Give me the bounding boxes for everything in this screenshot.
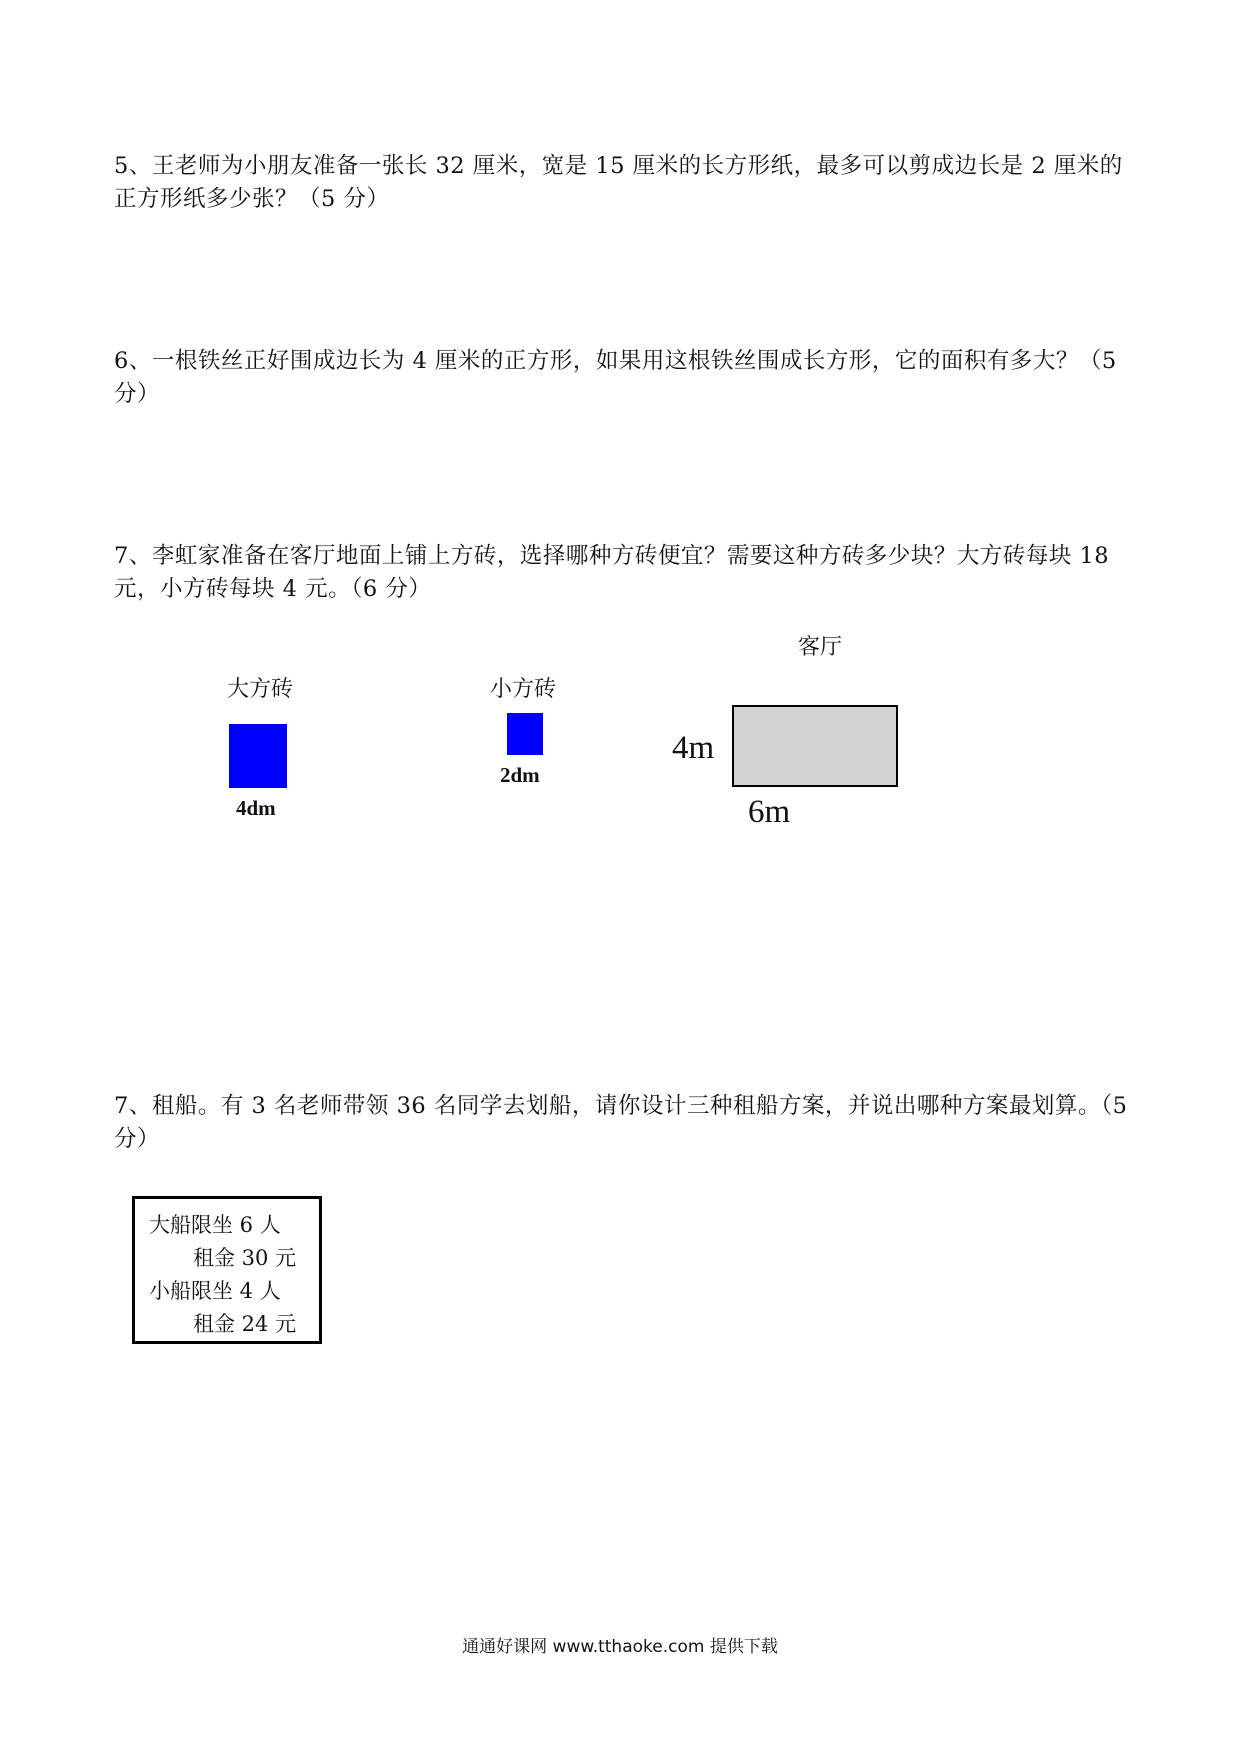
room-width-label: 4m [672,730,715,766]
question-5: 5、王老师为小朋友准备一张长 32 厘米，宽是 15 厘米的长方形纸，最多可以剪成边长是 2 厘米的正方形纸多少张？（5 分） [114,153,1123,212]
room-rectangle [732,705,898,787]
small-tile-square [507,713,543,755]
small-boat-rent: 租金 24 元 [193,1312,297,1336]
question-6: 6、一根铁丝正好围成边长为 4 厘米的正方形，如果用这根铁丝围成长方形，它的面积有多大？（5 分） [114,348,1117,407]
small-tile-label: 小方砖 [490,677,557,702]
big-tile-label: 大方砖 [227,677,294,702]
page-footer: 通通好课网 www.tthaoke.com 提供下载 [462,1637,778,1657]
big-boat-capacity: 大船限坐 6 人 [149,1213,281,1237]
question-7-tiles: 7、李虹家准备在客厅地面上铺上方砖，选择哪种方砖便宜？需要这种方砖多少块？大方砖每块 18 元，小方砖每块 4 元。（6 分） [114,543,1110,602]
big-boat-rent: 租金 30 元 [193,1246,297,1270]
big-tile-dimension: 4dm [236,796,276,820]
room-length-label: 6m [748,794,791,830]
room-label: 客厅 [798,635,843,660]
big-tile-square [229,724,287,788]
small-boat-capacity: 小船限坐 4 人 [149,1279,281,1303]
question-7-boats: 7、租船。有 3 名老师带领 36 名同学去划船，请你设计三种租船方案，并说出哪种方案最划算。（5 分） [114,1093,1128,1152]
small-tile-dimension: 2dm [500,763,540,787]
boat-rental-box [132,1196,322,1344]
